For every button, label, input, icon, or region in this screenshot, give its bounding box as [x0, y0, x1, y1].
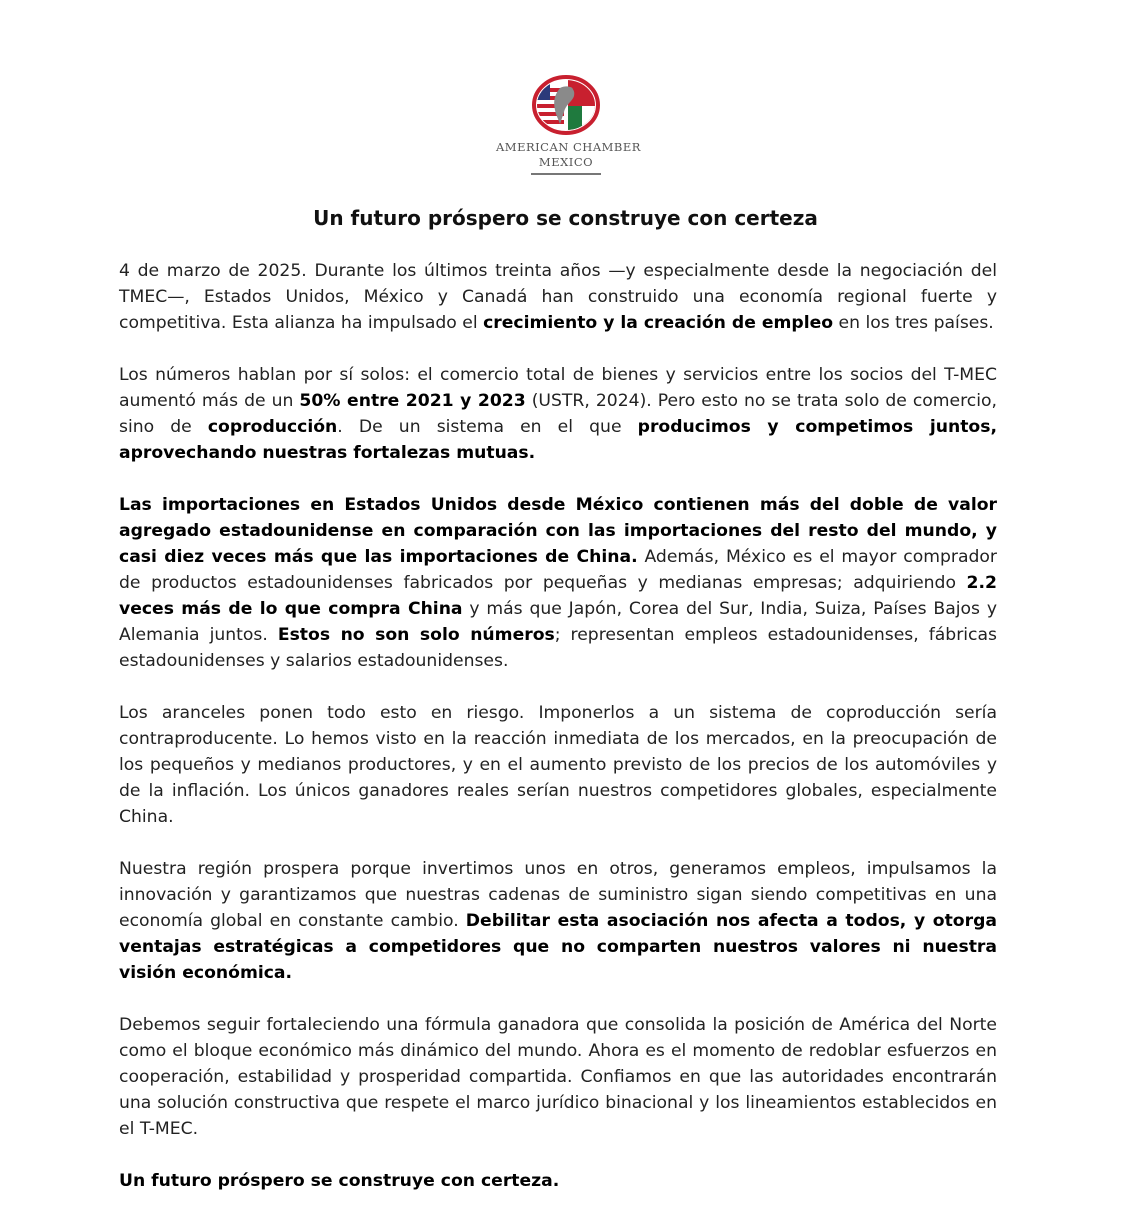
paragraph-3: [119, 492, 997, 674]
logo-rule: [531, 173, 601, 175]
paragraph-6: [119, 1012, 997, 1142]
logo-line1: AMERICAN CHAMBER: [496, 140, 641, 154]
p2-text-3: . De un sistema en el que: [337, 417, 638, 437]
paragraph-1: [119, 258, 997, 336]
p3-text-1: Además, México es el mayor comprador de productos estadounidenses fabricados por pequeñas y medianas empresas; adquiriendo: [119, 547, 997, 593]
amcham-logo: [496, 74, 641, 175]
amcham-emblem-icon: [530, 74, 602, 136]
paragraph-5: [119, 856, 997, 986]
closing-line: Un futuro próspero se construye con certeza.: [119, 1171, 560, 1191]
p2-text-2: (USTR, 2024). Pero esto no se trata solo de comercio, sino de: [119, 391, 997, 437]
p4-text-1: Los aranceles ponen todo esto en riesgo. Imponerlos a un sistema de coproducción sería contraproducente. Lo hemos visto en la reacción inmediata de los mercados, en la preocupación de los pequeños y medianos productores, y en el aumento previsto de los precios de los automóviles y de la inflación. Los únicos ganadores reales serían nuestros competidores globales, especialmente China.: [119, 703, 997, 827]
p2-bold-3: producimos y competimos juntos, aprovechando nuestras fortalezas mutuas.: [119, 417, 997, 463]
p1-text-1: 4 de marzo de 2025. Durante los últimos treinta años —y especialmente desde la negociación del TMEC—, Estados Unidos, México y Canadá han construido una economía regional fuerte y competitiva. Esta alianza ha impulsado el: [119, 261, 997, 333]
document-body: [119, 258, 997, 1220]
page-title: Un futuro próspero se construye con certeza: [313, 206, 818, 230]
p1-bold-1: crecimiento y la creación de empleo: [483, 313, 834, 333]
logo-line2: MEXICO: [538, 155, 594, 169]
paragraph-2: [119, 362, 997, 466]
p5-text-1: Nuestra región prospera porque invertimos unos en otros, generamos empleos, impulsamos la innovación y garantizamos que nuestras cadenas de suministro sigan siendo competitivas en una economía global en constante cambio.: [119, 859, 997, 931]
p1-text-2: en los tres países.: [833, 313, 994, 333]
p5-bold-1: Debilitar esta asociación nos afecta a todos, y otorga ventajas estratégicas a competidores que no comparten nuestros valores ni nuestra visión económica.: [119, 911, 997, 983]
p3-bold-1: Las importaciones en Estados Unidos desde México contienen más del doble de valor agregado estadounidense en comparación con las importaciones del resto del mundo, y casi diez veces más que las importaciones de China.: [119, 495, 997, 567]
paragraph-4: [119, 700, 997, 830]
p2-text-1: Los números hablan por sí solos: el comercio total de bienes y servicios entre los socios del T-MEC aumentó más de un: [119, 365, 997, 411]
p3-bold-2: 2.2 veces más de lo que compra China: [119, 573, 997, 619]
p6-text-1: Debemos seguir fortaleciendo una fórmula ganadora que consolida la posición de América del Norte como el bloque económico más dinámico del mundo. Ahora es el momento de redoblar esfuerzos en cooperación, estabilidad y prosperidad compartida. Confiamos en que las autoridades encontrarán una solución constructiva que respete el marco jurídico binacional y los lineamientos establecidos en el T-MEC.: [119, 1015, 997, 1139]
p3-text-2: y más que Japón, Corea del Sur, India, Suiza, Países Bajos y Alemania juntos.: [119, 599, 997, 645]
p2-bold-1: 50% entre 2021 y 2023: [299, 391, 526, 411]
p3-text-3: ; representan empleos estadounidenses, fábricas estadounidenses y salarios estadounidenses.: [119, 625, 997, 671]
p3-bold-3: Estos no son solo números: [277, 625, 555, 645]
p2-bold-2: coproducción: [207, 417, 338, 437]
